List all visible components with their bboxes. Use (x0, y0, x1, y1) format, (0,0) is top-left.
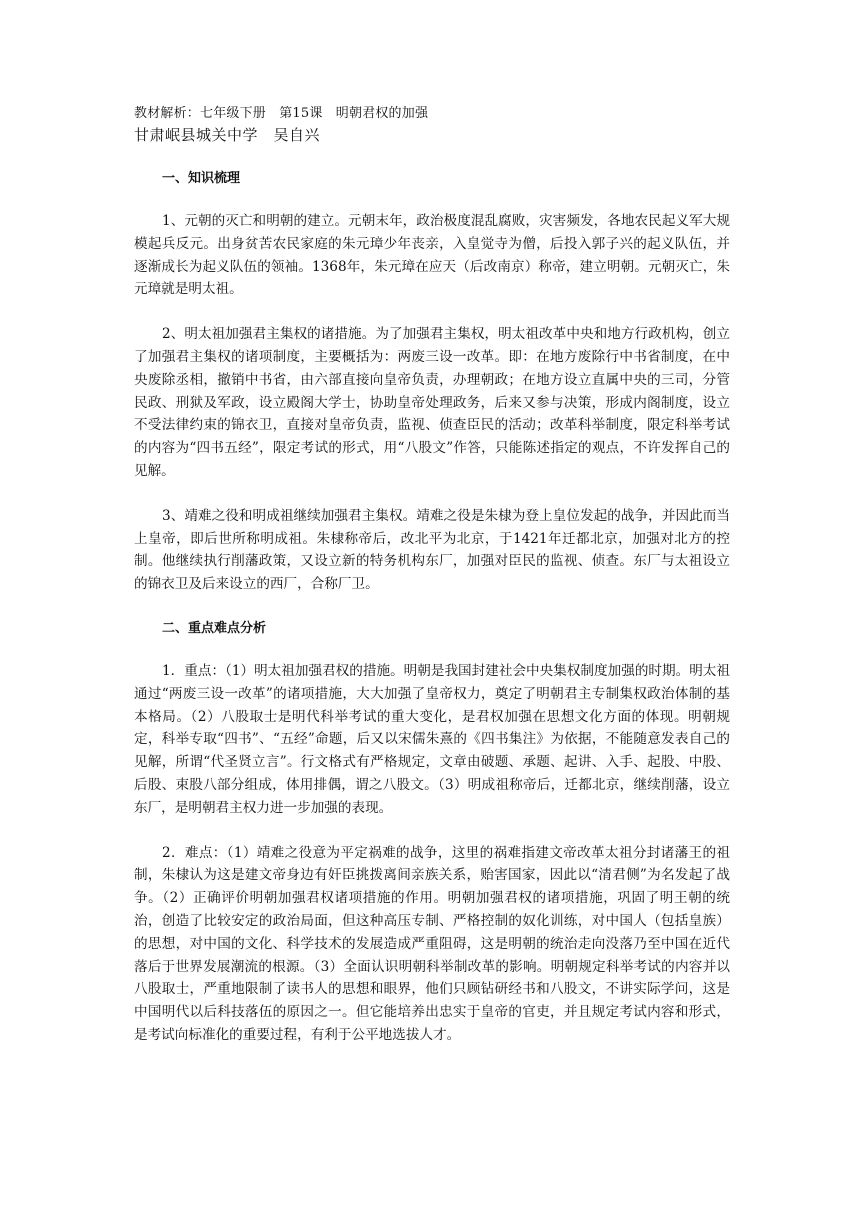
document-content (134, 104, 730, 1069)
section-knowledge-review (134, 168, 730, 596)
paragraph: 2、明太祖加强君主集权的诸措施。为了加强君主集权，明太祖改革中央和地方行政机构，创立了加强君主集权的诸项制度，主要概括为：两废三设一改革。即：在地方废除行中书省制度，在中央废除丞相，撤销中书省，由六部直接向皇帝负责，办理朝政；在地方设立直属中央的三司，分管民政、刑狱及军政，设立殿阁大学士，协助皇帝处理政务，后来又参与决策，形成内阁制度，设立不受法律约束的锦衣卫，直接对皇帝负责，监视、侦查臣民的活动；改革科举制度，限定科举考试的内容为“四书五经”，限定考试的形式，用“八股文”作答，只能陈述指定的观点，不许发挥自己的见解。 (134, 326, 730, 479)
paragraph: 2．难点：（1）靖难之役意为平定祸难的战争，这里的祸难指建文帝改革太祖分封诸藩王的祖制，朱棣认为这是建文帝身边有奸臣挑拨离间亲族关系，贻害国家，因此以“清君侧”为名发起了战争。（2）正确评价明朝加强君权诸项措施的作用。明朝加强君权的诸项措施，巩固了明王朝的统治，创造了比较安定的政治局面，但这种高压专制、严格控制的奴化训练，对中国人（包括皇族）的思想，对中国的文化、科学技术的发展造成严重阻碍，这是明朝的统治走向没落乃至中国在近代落后于世界发展潮流的根源。（3）全面认识明朝科举制改革的影响。明朝规定科举考试的内容并以八股取士，严重地限制了读书人的思想和眼界，他们只顾钻研经书和八股文，不讲实际学问，这是中国明代以后科技落伍的原因之一。但它能培养出忠实于皇帝的官吏，并且规定考试内容和形式，是考试向标准化的重要过程，有利于公平地选拔人才。 (134, 844, 730, 1043)
section-key-points-analysis (134, 618, 730, 1047)
paragraph: 1、元朝的灭亡和明朝的建立。元朝末年，政治极度混乱腐败，灾害频发，各地农民起义军大规模起兵反元。出身贫苦农民家庭的朱元璋少年丧亲，入皇觉寺为僧，后投入郭子兴的起义队伍，并逐渐成长为起义队伍的领袖。1368年，朱元璋在应天（后改南京）称帝，建立明朝。元朝灭亡，朱元璋就是明太祖。 (134, 213, 730, 298)
document-author: 甘肃岷县城关中学 吴自兴 (134, 126, 321, 144)
section-heading: 一、知识梳理 (162, 171, 241, 186)
paragraph: 3、靖难之役和明成祖继续加强君主集权。靖难之役是朱棣为登上皇位发起的战争，并因此而当上皇帝，即后世所称明成祖。朱棣称帝后，改北平为北京，于1421年迁都北京，加强对北方的控制。他继续执行削藩政策，又设立新的特务机构东厂，加强对臣民的监视、侦查。东厂与太祖设立的锦衣卫及后来设立的西厂，合称厂卫。 (134, 507, 730, 593)
document-meta: 教材解析：七年级下册 第15课 明朝君权的加强 (134, 106, 429, 121)
paragraph: 1．重点：（1）明太祖加强君权的措施。明朝是我国封建社会中央集权制度加强的时期。明太祖通过“两废三设一改革”的诸项措施，大大加强了皇帝权力，奠定了明朝君主专制集权政治体制的基本格局。（2）八股取士是明代科举考试的重大变化，是君权加强在思想文化方面的体现。明朝规定，科举专取“四书”、“五经”命题，后又以宋儒朱熹的《四书集注》为依据，不能随意发表自己的见解，所谓“代圣贤立言”。行文格式有严格规定，文章由破题、承题、起讲、入手、起股、中股、后股、束股八部分组成，体用排偶，谓之八股文。（3）明成祖称帝后，迁都北京，继续削藩，设立东厂，是明朝君主权力进一步加强的表现。 (134, 662, 730, 816)
section-heading: 二、重点难点分析 (162, 620, 267, 636)
